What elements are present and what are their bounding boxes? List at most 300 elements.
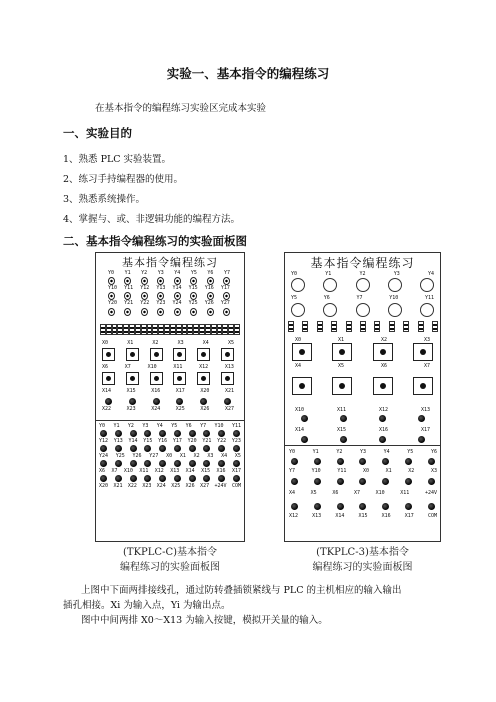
toggle-switch[interactable] <box>331 321 337 332</box>
terminal-label: Y1 <box>124 270 131 276</box>
objective-item: 2、练习手持编程器的使用。 <box>63 174 184 185</box>
terminal-label: X6 <box>99 468 106 474</box>
terminal-label: X15 <box>126 388 136 394</box>
terminal-socket[interactable] <box>159 475 166 482</box>
paragraph-wiring <box>63 583 438 628</box>
terminal-label: X26 <box>200 406 210 412</box>
output-indicator <box>207 308 214 316</box>
terminal-socket[interactable] <box>189 430 196 437</box>
terminal-socket[interactable] <box>176 398 183 405</box>
terminal-socket[interactable] <box>144 430 151 437</box>
terminal-socket[interactable] <box>233 460 240 467</box>
terminal-label: X3 <box>177 340 184 346</box>
output-indicator <box>124 292 131 300</box>
terminal-label: X7 <box>353 490 360 496</box>
right-caption <box>284 545 441 575</box>
terminal-label: X16 <box>378 427 388 433</box>
terminal-label: Y11 <box>231 423 241 429</box>
terminal-label: X3 <box>423 337 430 343</box>
objective-item: 3、熟悉系统操作。 <box>63 194 146 205</box>
terminal-label: Y5 <box>407 449 414 455</box>
output-indicator <box>157 308 164 316</box>
terminal-label: Y7 <box>200 423 207 429</box>
terminal-label-row <box>289 468 437 474</box>
terminal-socket[interactable] <box>405 478 412 485</box>
output-lamp <box>388 303 402 317</box>
toggle-switch[interactable] <box>432 321 438 332</box>
output-indicator <box>141 308 148 316</box>
terminal-socket[interactable] <box>115 445 122 452</box>
terminal-socket[interactable] <box>144 445 151 452</box>
terminal-label: X27 <box>224 406 234 412</box>
terminal-socket[interactable] <box>428 503 435 510</box>
terminal-socket[interactable] <box>105 398 112 405</box>
output-indicator <box>190 308 197 316</box>
section-heading-objectives: 一、实验目的 <box>63 126 132 140</box>
input-button[interactable] <box>150 372 163 385</box>
output-lamp <box>388 278 402 292</box>
terminal-socket[interactable] <box>218 430 225 437</box>
terminal-socket[interactable] <box>340 436 347 443</box>
toggle-switch[interactable] <box>374 321 380 332</box>
terminal-socket-row <box>100 445 240 452</box>
input-button[interactable] <box>373 343 393 361</box>
terminal-socket[interactable] <box>428 458 435 465</box>
terminal-label: X10 <box>123 468 133 474</box>
terminal-label: X11 <box>139 468 149 474</box>
output-indicator-row <box>108 277 230 285</box>
terminal-socket[interactable] <box>203 430 210 437</box>
terminal-socket[interactable] <box>189 460 196 467</box>
terminal-socket[interactable] <box>337 503 344 510</box>
output-indicator <box>141 292 148 300</box>
terminal-label: Y25 <box>188 300 198 306</box>
terminal-label: X17 <box>231 468 241 474</box>
input-button[interactable] <box>221 372 234 385</box>
terminal-socket[interactable] <box>174 445 181 452</box>
left-caption-line2: 编程练习的实验面板图 <box>120 562 220 573</box>
terminal-label: Y24 <box>172 300 182 306</box>
terminal-label: Y7 <box>356 295 363 301</box>
terminal-label: Y0 <box>291 271 298 277</box>
terminal-socket[interactable] <box>314 458 321 465</box>
terminal-socket[interactable] <box>233 445 240 452</box>
output-indicator <box>157 277 164 285</box>
output-indicator <box>108 292 115 300</box>
output-indicator <box>174 277 181 285</box>
terminal-label: X11 <box>400 490 410 496</box>
input-button[interactable] <box>126 372 139 385</box>
terminal-label: X2 <box>152 340 159 346</box>
toggle-switch[interactable] <box>418 321 424 332</box>
terminal-label: X14 <box>102 388 112 394</box>
terminal-socket[interactable] <box>159 460 166 467</box>
terminal-label: X10 <box>295 407 305 413</box>
input-button[interactable] <box>413 343 433 361</box>
input-button[interactable] <box>413 377 433 395</box>
terminal-socket[interactable] <box>418 436 425 443</box>
terminal-label: COM <box>427 513 437 519</box>
terminal-label-row <box>289 513 437 519</box>
terminal-socket[interactable] <box>405 458 412 465</box>
terminal-label: Y26 <box>204 300 214 306</box>
section-heading-panel: 二、基本指令编程练习的实验面板图 <box>63 234 247 248</box>
terminal-label: Y1 <box>113 423 120 429</box>
terminal-socket[interactable] <box>382 503 389 510</box>
terminal-socket-row <box>291 458 435 465</box>
terminal-label: X16 <box>216 468 226 474</box>
terminal-label: Y20 <box>187 438 197 444</box>
input-button[interactable] <box>102 372 115 385</box>
terminal-socket[interactable] <box>115 430 122 437</box>
terminal-label: X11 <box>336 407 347 413</box>
terminal-label: X15 <box>201 468 211 474</box>
terminal-label: Y23 <box>231 438 241 444</box>
terminal-label: Y5 <box>291 295 298 301</box>
output-indicator <box>108 277 115 285</box>
terminal-socket[interactable] <box>405 503 412 510</box>
toggle-switch[interactable] <box>403 321 409 332</box>
terminal-label: X10 <box>147 364 157 370</box>
terminal-socket-row <box>100 475 240 482</box>
terminal-socket[interactable] <box>100 445 107 452</box>
terminal-socket-row <box>100 460 240 467</box>
terminal-label: X2 <box>380 337 387 343</box>
terminal-socket[interactable] <box>115 475 122 482</box>
terminal-label: X14 <box>335 513 345 519</box>
output-indicator <box>174 308 181 316</box>
toggle-switch[interactable] <box>346 321 352 332</box>
terminal-label: X23 <box>142 483 152 489</box>
terminal-label: X4 <box>289 490 296 496</box>
terminal-socket[interactable] <box>224 398 231 405</box>
output-indicator-row <box>108 292 230 300</box>
terminal-label: X11 <box>173 364 183 370</box>
terminal-label: X27 <box>200 483 210 489</box>
terminal-label: X2 <box>408 468 415 474</box>
terminal-socket[interactable] <box>174 475 181 482</box>
terminal-socket[interactable] <box>382 458 389 465</box>
terminal-label: X21 <box>224 388 234 394</box>
terminal-label: X4 <box>202 340 209 346</box>
terminal-socket[interactable] <box>233 475 240 482</box>
terminal-label: Y17 <box>172 438 182 444</box>
terminal-label: Y4 <box>427 271 434 277</box>
terminal-label: Y10 <box>108 285 118 291</box>
terminal-socket[interactable] <box>130 475 137 482</box>
left-panel <box>95 252 245 542</box>
terminal-label: Y6 <box>430 449 437 455</box>
terminal-socket[interactable] <box>301 436 308 443</box>
terminal-label: Y7 <box>223 270 230 276</box>
panel-divider <box>285 445 440 446</box>
terminal-label: Y17 <box>220 285 230 291</box>
terminal-label: X15 <box>358 513 368 519</box>
terminal-socket[interactable] <box>314 478 321 485</box>
terminal-label-row <box>99 468 241 474</box>
terminal-label: Y6 <box>207 270 214 276</box>
terminal-socket-row <box>301 415 425 422</box>
terminal-label: Y20 <box>108 300 118 306</box>
terminal-label: X1 <box>127 340 134 346</box>
terminal-label: Y21 <box>124 300 134 306</box>
input-button[interactable] <box>373 377 393 395</box>
terminal-label: Y10 <box>311 468 321 474</box>
terminal-label: X20 <box>200 388 210 394</box>
terminal-label-row <box>291 271 434 277</box>
terminal-label: Y12 <box>99 438 109 444</box>
terminal-socket[interactable] <box>337 478 344 485</box>
right-panel <box>284 252 441 542</box>
terminal-label-row <box>102 406 234 412</box>
input-button-row <box>292 343 433 361</box>
terminal-label: Y2 <box>127 423 134 429</box>
terminal-socket[interactable] <box>130 460 137 467</box>
terminal-label: X1 <box>337 337 345 343</box>
terminal-label: Y14 <box>172 285 182 291</box>
right-caption-line2: 编程练习的实验面板图 <box>312 562 413 573</box>
toggle-switch[interactable] <box>389 321 395 332</box>
terminal-label-row <box>99 423 241 429</box>
terminal-label: Y3 <box>157 270 164 276</box>
terminal-label: X2 <box>193 453 200 459</box>
output-indicator <box>223 277 230 285</box>
output-indicator <box>207 292 214 300</box>
terminal-label: Y23 <box>156 300 166 306</box>
terminal-label: Y1 <box>325 271 332 277</box>
left-caption-line1: (TKPLC-C)基本指令 <box>123 547 217 558</box>
terminal-label: X21 <box>113 483 123 489</box>
terminal-socket[interactable] <box>130 445 137 452</box>
terminal-label: X12 <box>199 364 209 370</box>
objective-item: 1、熟悉 PLC 实验装置。 <box>63 154 172 165</box>
terminal-label: X25 <box>175 406 185 412</box>
terminal-label: Y0 <box>99 423 106 429</box>
terminal-socket[interactable] <box>379 415 386 422</box>
terminal-socket[interactable] <box>144 460 151 467</box>
input-button-row <box>102 348 234 361</box>
terminal-label-row <box>289 449 437 455</box>
terminal-socket[interactable] <box>291 503 298 510</box>
input-button[interactable] <box>150 348 163 361</box>
terminal-socket[interactable] <box>130 430 137 437</box>
terminal-label: X12 <box>289 513 299 519</box>
output-lamp <box>323 278 337 292</box>
terminal-label: Y6 <box>185 423 192 429</box>
terminal-label: X23 <box>126 406 136 412</box>
terminal-label: X24 <box>156 483 166 489</box>
terminal-label: X17 <box>175 388 185 394</box>
terminal-label: X13 <box>312 513 322 519</box>
output-indicator <box>157 292 164 300</box>
output-lamp <box>356 303 370 317</box>
terminal-label: Y0 <box>108 270 115 276</box>
terminal-socket[interactable] <box>189 475 196 482</box>
terminal-label: X16 <box>381 513 391 519</box>
right-caption-line1: (TKPLC-3)基本指令 <box>316 547 409 558</box>
terminal-socket[interactable] <box>129 398 136 405</box>
output-indicator <box>223 308 230 316</box>
terminal-label: X25 <box>171 483 181 489</box>
terminal-label: X4 <box>221 453 228 459</box>
terminal-socket[interactable] <box>203 445 210 452</box>
terminal-socket[interactable] <box>218 460 225 467</box>
toggle-switch[interactable] <box>360 321 366 332</box>
toggle-switch-row <box>100 324 240 335</box>
terminal-label: Y26 <box>132 453 142 459</box>
input-button[interactable] <box>126 348 139 361</box>
terminal-label: X7 <box>124 364 131 370</box>
terminal-socket[interactable] <box>359 478 366 485</box>
terminal-socket[interactable] <box>340 415 347 422</box>
input-button-row <box>292 377 433 395</box>
terminal-label-row <box>102 388 234 394</box>
input-button[interactable] <box>102 348 115 361</box>
terminal-socket[interactable] <box>291 478 298 485</box>
terminal-label: Y15 <box>143 438 153 444</box>
toggle-switch[interactable] <box>302 321 308 332</box>
terminal-label: +24V <box>424 490 437 496</box>
terminal-label: X5 <box>310 490 317 496</box>
terminal-label: Y16 <box>204 285 214 291</box>
terminal-label: X3 <box>207 453 214 459</box>
terminal-socket[interactable] <box>382 478 389 485</box>
terminal-socket[interactable] <box>200 398 207 405</box>
terminal-socket[interactable] <box>174 430 181 437</box>
terminal-label: Y25 <box>115 453 125 459</box>
terminal-label: X20 <box>99 483 109 489</box>
terminal-label: Y7 <box>289 468 296 474</box>
terminal-label: X1 <box>179 453 186 459</box>
terminal-label: Y0 <box>289 449 296 455</box>
terminal-socket[interactable] <box>418 415 425 422</box>
terminal-label: X5 <box>234 453 241 459</box>
toggle-switch[interactable] <box>234 324 240 335</box>
output-lamp <box>323 303 337 317</box>
terminal-label-row <box>99 438 241 444</box>
input-button[interactable] <box>221 348 234 361</box>
terminal-label: X12 <box>154 468 164 474</box>
terminal-label: X3 <box>430 468 437 474</box>
input-button[interactable] <box>197 372 210 385</box>
terminal-label: Y5 <box>171 423 178 429</box>
toggle-switch[interactable] <box>288 321 294 332</box>
terminal-label: X7 <box>423 363 430 369</box>
terminal-label: X0 <box>166 453 173 459</box>
output-indicator-row <box>108 308 230 316</box>
terminal-socket[interactable] <box>203 460 210 467</box>
terminal-socket[interactable] <box>100 460 107 467</box>
terminal-label-row <box>295 407 430 413</box>
terminal-socket[interactable] <box>100 430 107 437</box>
output-indicator <box>124 277 131 285</box>
output-lamp <box>291 278 305 292</box>
terminal-label: Y2 <box>141 270 148 276</box>
input-button[interactable] <box>173 348 186 361</box>
terminal-label: Y2 <box>359 271 366 277</box>
output-indicator <box>223 292 230 300</box>
input-button[interactable] <box>332 343 352 361</box>
terminal-label: Y27 <box>149 453 159 459</box>
terminal-label: Y5 <box>190 270 197 276</box>
terminal-label: Y13 <box>113 438 123 444</box>
terminal-label: X26 <box>185 483 195 489</box>
terminal-socket[interactable] <box>189 445 196 452</box>
terminal-socket[interactable] <box>301 415 308 422</box>
paragraph-line: 上图中下面两排接线孔，通过防转叠插锁紧线与 PLC 的主机相应的输入输出 <box>81 585 402 596</box>
terminal-label: X13 <box>224 364 234 370</box>
terminal-label: X5 <box>337 363 345 369</box>
terminal-socket[interactable] <box>291 458 298 465</box>
terminal-socket[interactable] <box>153 398 160 405</box>
terminal-socket[interactable] <box>203 475 210 482</box>
terminal-socket[interactable] <box>359 503 366 510</box>
terminal-label-row <box>102 340 234 346</box>
terminal-socket[interactable] <box>115 460 122 467</box>
terminal-label: Y14 <box>128 438 138 444</box>
toggle-switch-row <box>288 321 438 332</box>
terminal-socket[interactable] <box>174 460 181 467</box>
terminal-label-row <box>291 295 434 301</box>
terminal-socket[interactable] <box>379 436 386 443</box>
output-indicator <box>174 292 181 300</box>
terminal-socket[interactable] <box>159 430 166 437</box>
output-indicator <box>108 308 115 316</box>
terminal-socket[interactable] <box>233 430 240 437</box>
input-button[interactable] <box>197 348 210 361</box>
terminal-socket[interactable] <box>144 475 151 482</box>
input-button[interactable] <box>173 372 186 385</box>
terminal-label-row <box>108 270 230 276</box>
terminal-label: X14 <box>185 468 195 474</box>
output-indicator <box>190 292 197 300</box>
terminal-socket[interactable] <box>218 475 225 482</box>
toggle-switch[interactable] <box>317 321 323 332</box>
input-button[interactable] <box>332 377 352 395</box>
terminal-socket[interactable] <box>428 478 435 485</box>
left-caption <box>95 545 245 575</box>
terminal-socket[interactable] <box>337 458 344 465</box>
terminal-socket-row <box>291 478 435 485</box>
terminal-label: Y3 <box>359 449 366 455</box>
terminal-label: X13 <box>170 468 180 474</box>
terminal-label: Y21 <box>202 438 212 444</box>
terminal-label: Y24 <box>99 453 109 459</box>
output-lamp <box>291 303 305 317</box>
output-lamp-row <box>291 303 434 317</box>
terminal-label: X22 <box>127 483 137 489</box>
input-button[interactable] <box>292 377 312 395</box>
terminal-socket-row <box>105 398 231 405</box>
objective-item: 4、掌握与、或、非逻辑功能的编程方法。 <box>63 214 241 225</box>
right-panel-title: 基本指令编程练习 <box>310 256 415 270</box>
output-indicator <box>207 277 214 285</box>
input-button[interactable] <box>292 343 312 361</box>
terminal-socket[interactable] <box>314 503 321 510</box>
terminal-socket[interactable] <box>159 445 166 452</box>
terminal-socket[interactable] <box>100 475 107 482</box>
terminal-socket[interactable] <box>218 445 225 452</box>
terminal-label: X0 <box>362 468 369 474</box>
terminal-label: X13 <box>420 407 430 413</box>
paragraph-line: 图中中间两排 X0～X13 为输入按键，模拟开关量的输入。 <box>81 615 328 626</box>
terminal-label: Y22 <box>140 300 150 306</box>
terminal-label: X4 <box>295 363 302 369</box>
output-lamp <box>420 303 434 317</box>
terminal-label: Y11 <box>337 468 347 474</box>
terminal-socket[interactable] <box>359 458 366 465</box>
terminal-label: X7 <box>111 468 118 474</box>
